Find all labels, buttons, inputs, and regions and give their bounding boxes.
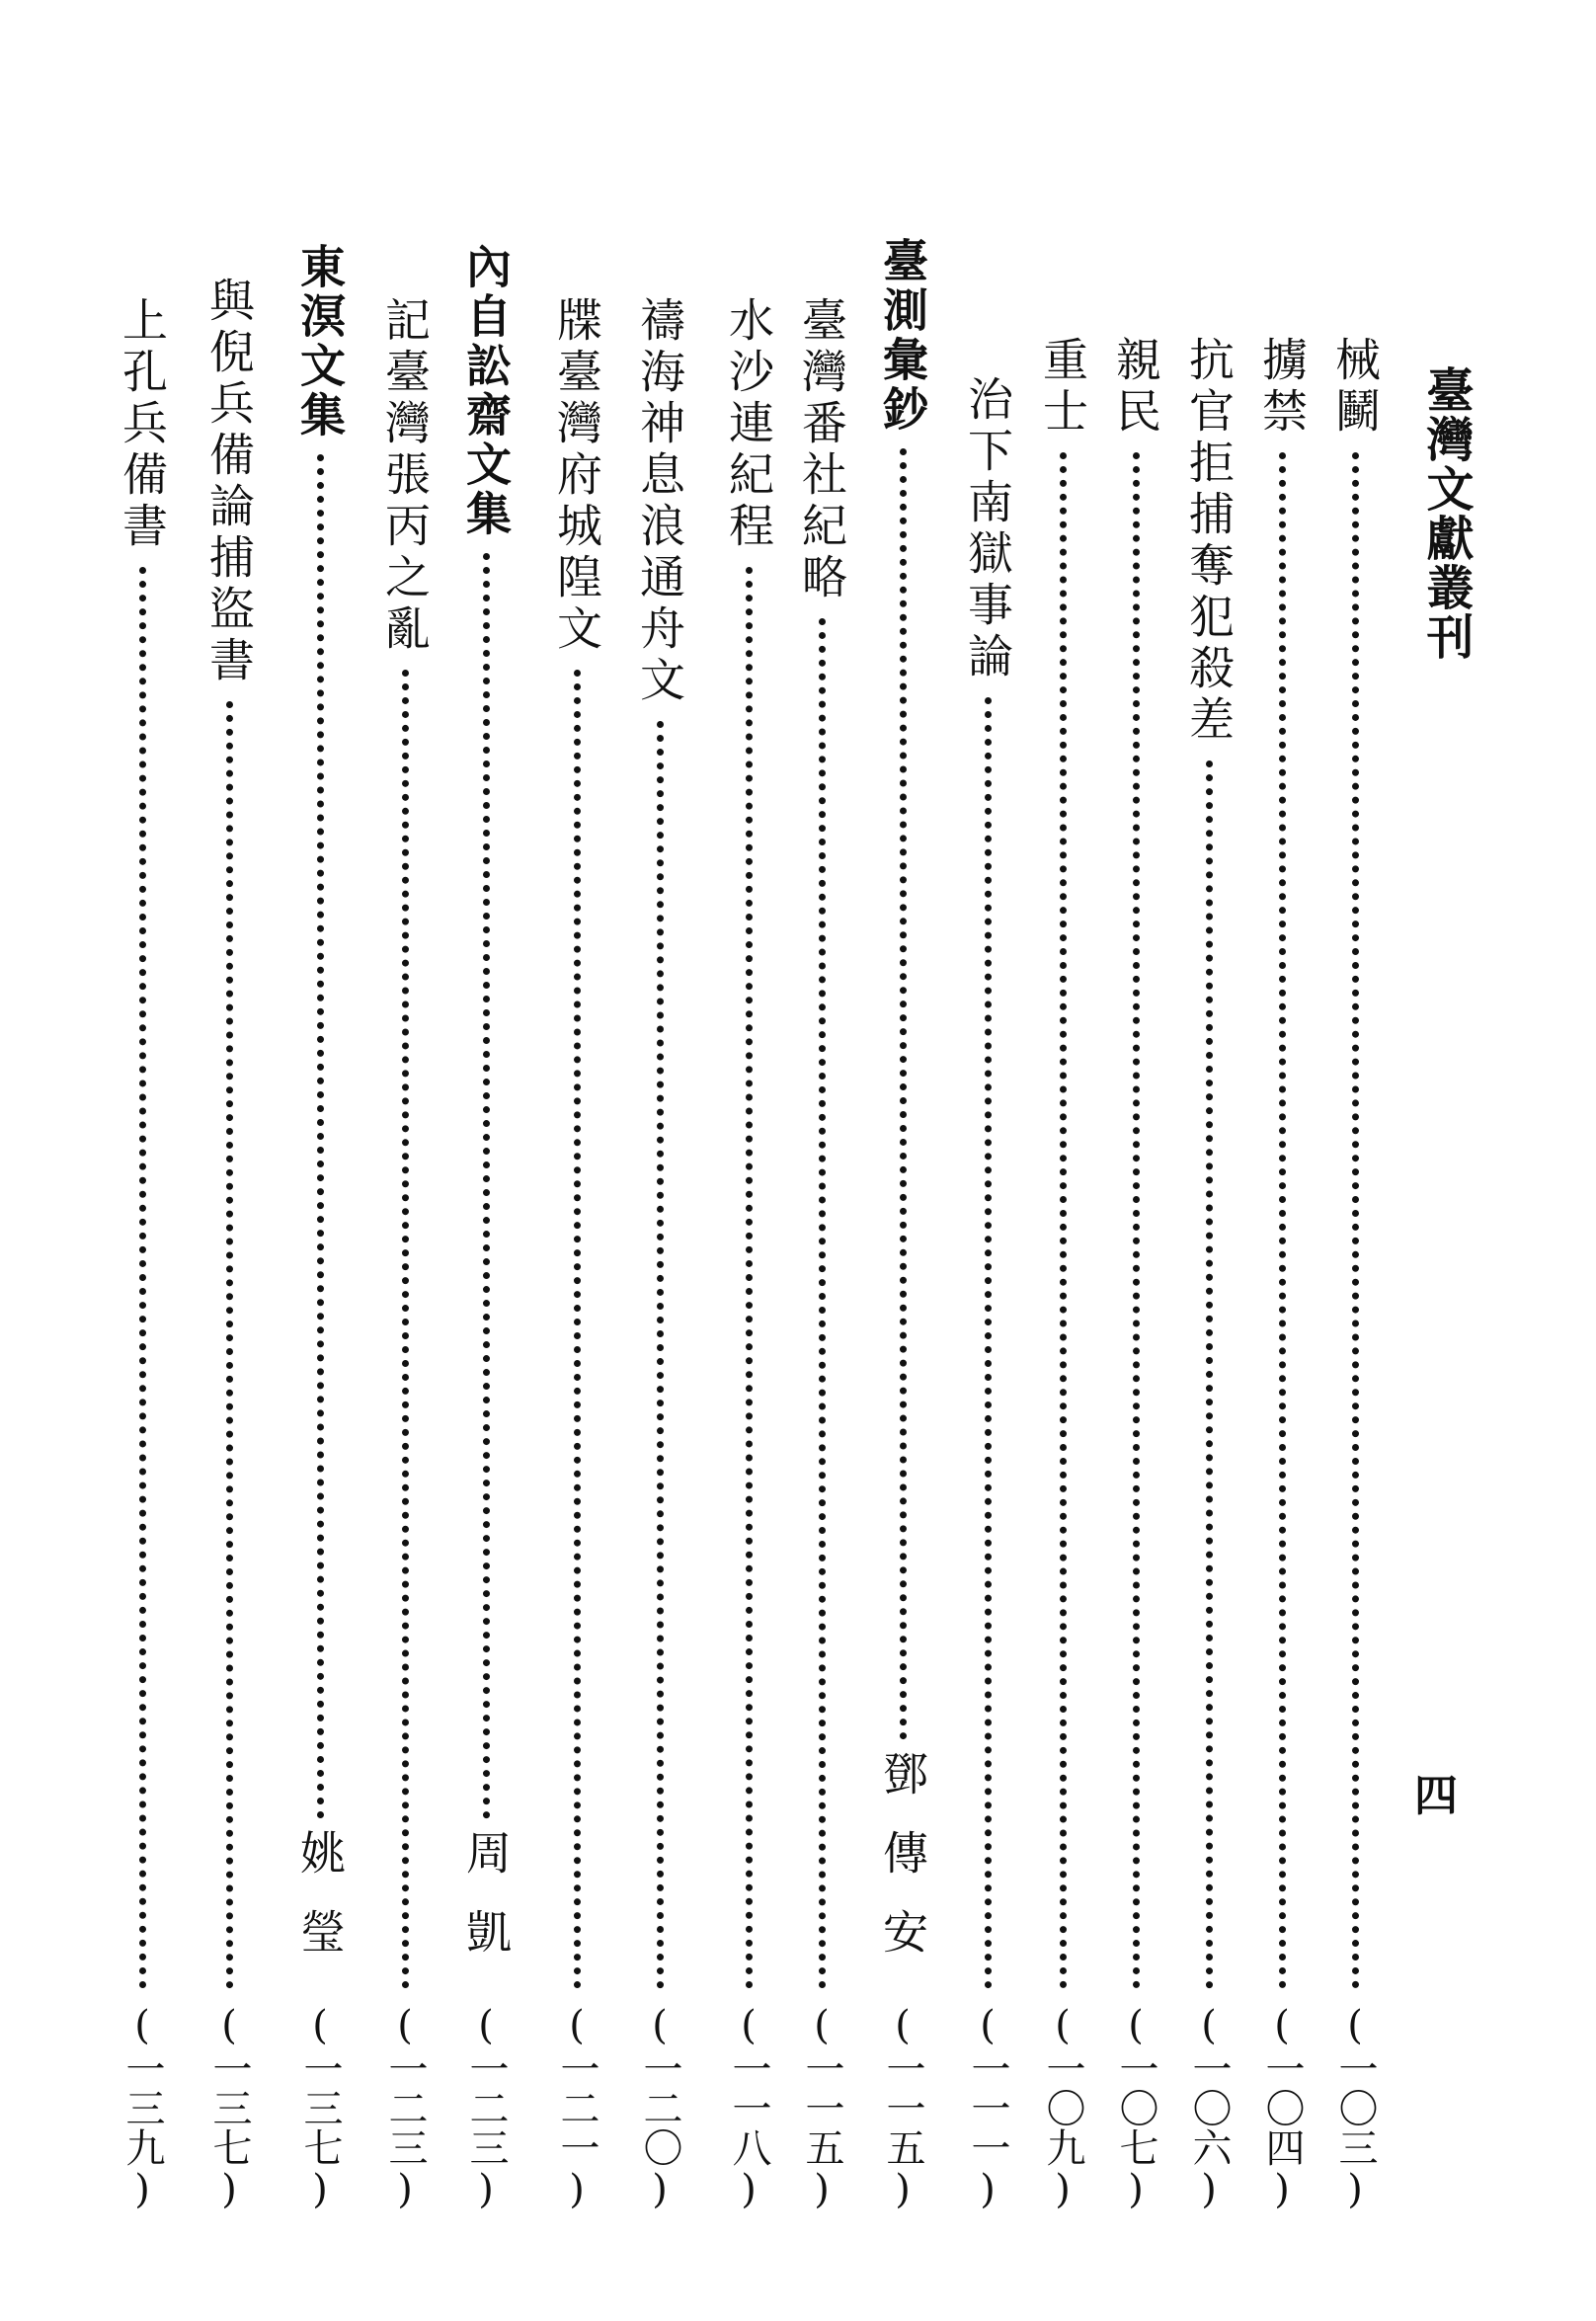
dot-leader — [1060, 452, 1067, 1989]
toc-book-entry — [454, 243, 518, 2212]
page-ref: (一〇九) — [1040, 2003, 1085, 2212]
dot-leader — [139, 567, 146, 1989]
toc-entry — [373, 296, 437, 2212]
page-ref: (一一八) — [726, 2003, 771, 2212]
entry-title: 抗官拒捕奪犯殺差 — [1182, 336, 1236, 747]
page-ref: (一二三) — [382, 2003, 428, 2212]
dot-leader — [1133, 452, 1140, 1989]
entry-title: 牒臺灣府城隍文 — [550, 296, 603, 656]
book-author: 姚瑩 — [293, 1829, 347, 1987]
entry-title: 與倪兵備論捕盜書 — [202, 277, 256, 687]
book-title: 臺測彙鈔 — [876, 237, 929, 435]
entry-title: 治下南獄事論 — [961, 375, 1014, 683]
entry-title: 記臺灣張丙之亂 — [378, 296, 432, 656]
page-ref: (一〇三) — [1332, 2003, 1378, 2212]
toc-entry — [198, 277, 261, 2212]
page-ref: (一三七) — [206, 2003, 252, 2212]
dot-leader — [985, 697, 992, 1989]
dot-leader — [1279, 452, 1286, 1989]
entry-title: 械鬭 — [1328, 336, 1382, 439]
page-ref: (一〇七) — [1113, 2003, 1158, 2212]
page-number: 四 — [1414, 1771, 1458, 1821]
dot-leader — [1352, 452, 1359, 1989]
entry-title: 重士 — [1036, 336, 1089, 439]
page-ref: (一二三) — [463, 2003, 509, 2212]
toc-entry — [628, 296, 691, 2212]
page-ref: (一一五) — [799, 2003, 844, 2212]
dot-leader — [657, 721, 664, 1989]
running-header: 臺灣文獻叢刊 — [1418, 365, 1474, 662]
dot-leader — [402, 670, 409, 1989]
toc-entry — [956, 375, 1019, 2212]
page-ref: (一〇四) — [1259, 2003, 1305, 2212]
page-ref: (一一一) — [965, 2003, 1010, 2212]
page-ref: (一〇六) — [1186, 2003, 1232, 2212]
book-author: 鄧傳安 — [876, 1750, 929, 1987]
toc-entry — [717, 296, 780, 2212]
dot-leader — [1206, 760, 1213, 1989]
toc-entry — [1104, 336, 1167, 2212]
toc-book-entry — [871, 237, 934, 2212]
book-title: 東溟文集 — [293, 243, 347, 440]
toc-entry — [545, 296, 608, 2212]
toc-book-entry — [288, 243, 352, 2212]
book-title: 內自訟齋文集 — [459, 243, 513, 539]
entry-title: 擄禁 — [1255, 336, 1309, 439]
toc-entry — [111, 296, 174, 2212]
dot-leader — [317, 454, 324, 1819]
book-author: 周凱 — [459, 1829, 513, 1987]
page-ref: (一二〇) — [637, 2003, 682, 2212]
page-ref: (一三九) — [120, 2003, 165, 2212]
dot-leader — [819, 618, 826, 1989]
toc-entry — [1031, 336, 1094, 2212]
entry-title: 親民 — [1109, 336, 1162, 439]
entry-title: 上孔兵備書 — [116, 296, 169, 553]
toc-entry — [790, 296, 853, 2212]
toc-entry — [1250, 336, 1314, 2212]
page-ref: (一三七) — [297, 2003, 343, 2212]
page-ref: (一二一) — [554, 2003, 599, 2212]
dot-leader — [574, 670, 581, 1989]
entry-title: 臺灣番社紀略 — [795, 296, 848, 604]
toc-entry — [1177, 336, 1240, 2212]
entry-title: 禱海神息浪通舟文 — [633, 296, 686, 707]
dot-leader — [226, 701, 233, 1989]
entry-title: 水沙連紀程 — [722, 296, 775, 553]
page-ref: (一一五) — [880, 2003, 925, 2212]
dot-leader — [900, 448, 907, 1740]
dot-leader — [746, 567, 753, 1989]
toc-entry — [1323, 336, 1387, 2212]
dot-leader — [483, 553, 490, 1819]
